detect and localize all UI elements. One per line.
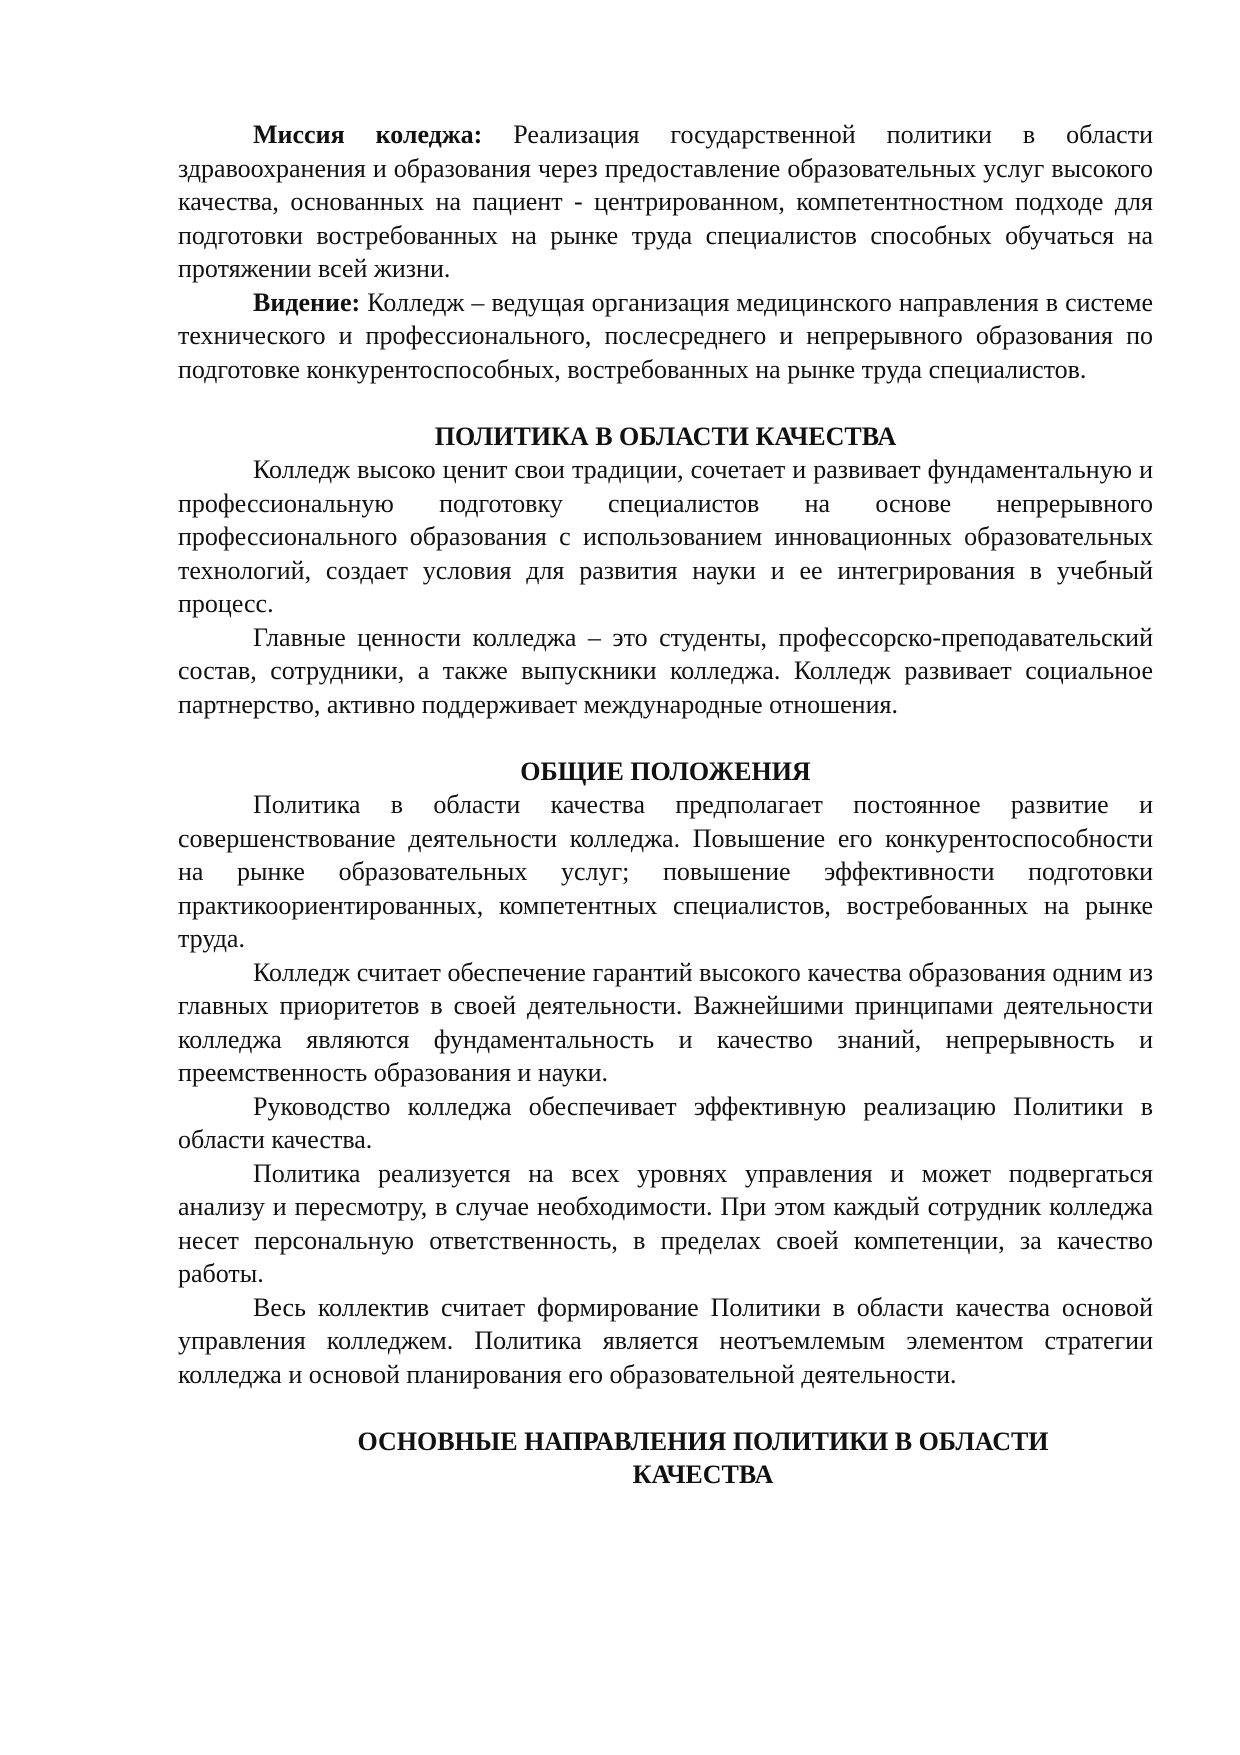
document-page xyxy=(178,118,1153,1492)
general-provisions-paragraph: Политика реализуется на всех уровнях управления и может подвергаться анализу и пересмотру, в случае необходимости. При этом каждый сотрудник колледжа несет персональную ответственность, в пределах своей компетенции, за качество работы. xyxy=(178,1158,1153,1288)
general-provisions-paragraph: Руководство колледжа обеспечивает эффективную реализацию Политики в области качества. xyxy=(178,1091,1153,1154)
general-provisions-paragraph: Политика в области качества предполагает постоянное развитие и совершенствование деятельности колледжа. Повышение его конкурентоспособности на рынке образовательных услуг; повышение эффективности подготовки практикоориентированных, компетентных специалистов, востребованных на рынке труда. xyxy=(178,790,1153,953)
main-directions-heading xyxy=(178,1425,1153,1492)
mission-paragraph xyxy=(178,118,1153,286)
spacer xyxy=(178,1391,1153,1425)
quality-policy-heading: ПОЛИТИКА В ОБЛАСТИ КАЧЕСТВА xyxy=(434,421,897,451)
main-directions-heading-line1: ОСНОВНЫЕ НАПРАВЛЕНИЯ ПОЛИТИКИ В ОБЛАСТИ xyxy=(357,1426,1049,1456)
spacer xyxy=(178,386,1153,420)
general-provisions-heading: ОБЩИЕ ПОЛОЖЕНИЯ xyxy=(520,756,811,786)
mission-text: Реализация государственной политики в области здравоохранения и образования через предоставление образовательных услуг высокого качества, основанных на пациент - центрированном, компетентностном подходе для подготовки востребованных на рынке труда специалистов способных обучаться на протяжении всей жизни. xyxy=(178,120,1153,283)
general-provisions-paragraph: Весь коллектив считает формирование Политики в области качества основой управления колледжем. Политика является неотъемлемым элементом стратегии колледжа и основой планирования его образовательной деятельности. xyxy=(178,1292,1153,1389)
mission-label: Миссия коледжа: xyxy=(253,120,483,149)
spacer xyxy=(178,721,1153,755)
vision-label: Видение: xyxy=(253,287,361,317)
quality-policy-paragraph: Колледж высоко ценит свои традиции, сочетает и развивает фундаментальную и профессиональную подготовку специалистов на основе непрерывного профессионального образования с использованием инновационных образовательных технологий, создает условия для развития науки и ее интегрирования в учебный процесс. xyxy=(178,455,1153,618)
quality-policy-paragraph: Главные ценности колледжа – это студенты, профессорско-преподавательский состав, сотрудники, а также выпускники колледжа. Колледж развивает социальное партнерство, активно поддерживает международные отношения. xyxy=(178,622,1153,719)
vision-paragraph xyxy=(178,286,1153,387)
main-directions-heading-line2: КАЧЕСТВА xyxy=(632,1460,774,1489)
general-provisions-paragraph: Колледж считает обеспечение гарантий высокого качества образования одним из главных приоритетов в своей деятельности. Важнейшими принципами деятельности колледжа являются фундаментальность и качество знаний, непрерывность и преемственность образования и науки. xyxy=(178,957,1153,1087)
vision-text: Колледж – ведущая организация медицинского направления в системе технического и профессионального, послесреднего и непрерывного образования по подготовке конкурентоспособных, востребованных на рынке труда специалистов. xyxy=(178,287,1153,384)
